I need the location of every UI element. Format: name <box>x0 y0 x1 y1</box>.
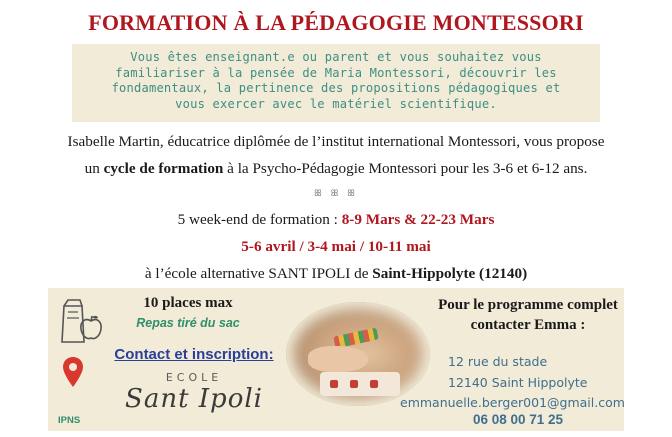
location-town: Saint-Hippolyte (12140) <box>372 265 528 282</box>
intro-line: Vous êtes enseignant.e ou parent et vous souhaitez vous <box>130 50 542 64</box>
address-city: 12140 Saint Hippolyte <box>448 375 588 390</box>
map-pin-icon <box>62 356 84 393</box>
program-line-1: Pour le programme complet <box>438 297 618 313</box>
sant-ipoli-logo: Sant Ipoli <box>125 384 263 414</box>
cycle-highlight: cycle de formation <box>103 160 224 177</box>
apple-icon <box>78 314 104 347</box>
presentation-text: à la Psycho-Pédagogie Montessori pour les 3-6 et 6-12 ans. <box>223 160 588 177</box>
practical-info-box <box>48 288 624 431</box>
dates-march: 8-9 Mars & 22-23 Mars <box>341 211 495 228</box>
contact-phone[interactable]: 06 08 00 71 25 <box>472 412 564 427</box>
program-line-2: contacter Emma : <box>470 317 586 333</box>
program-title <box>432 295 624 335</box>
ipns-mention: IPNS <box>58 415 81 426</box>
tray-piece <box>330 380 338 388</box>
presentation-line-2 <box>0 159 672 179</box>
intro-text <box>72 50 600 112</box>
repas-note: Repas tiré du sac <box>136 316 240 330</box>
location-prefix: à l’école alternative SANT IPOLI de <box>144 265 373 282</box>
dates-line-2: 5-6 avril / 3-4 mai / 10-11 mai <box>241 238 431 255</box>
places-max: 10 places max <box>143 295 233 311</box>
tray-piece <box>350 380 358 388</box>
address-street: 12 rue du stade <box>448 354 548 369</box>
intro-line: familiariser à la pensée de Maria Montessori, découvrir les <box>115 65 557 80</box>
presentation-line-1: Isabelle Martin, éducatrice diplômée de l’institut international Montessori, vous propose <box>67 133 605 150</box>
ornament-divider: ꕥ ꕥ ꕥ <box>313 188 359 198</box>
child-hand <box>308 346 368 372</box>
presentation-text: un <box>84 160 104 177</box>
ecole-label: ECOLE <box>165 371 223 384</box>
location-line <box>0 264 672 284</box>
montessori-material-photo <box>286 302 430 406</box>
intro-line: vous exercer avec le matériel scientifique. <box>175 96 497 111</box>
intro-line: fondamentaux, la pertinence des propositions pédagogiques et <box>111 81 561 95</box>
page-title: FORMATION À LA PÉDAGOGIE MONTESSORI <box>88 10 584 35</box>
wooden-tray <box>320 372 400 396</box>
dates-line-1 <box>0 210 672 230</box>
tray-piece <box>370 380 378 388</box>
intro-box <box>72 44 600 122</box>
contact-title: Contact et inscription: <box>114 346 274 363</box>
contact-email[interactable]: emmanuelle.berger001@gmail.com <box>400 395 625 410</box>
dates-prefix: 5 week-end de formation : <box>177 211 342 228</box>
